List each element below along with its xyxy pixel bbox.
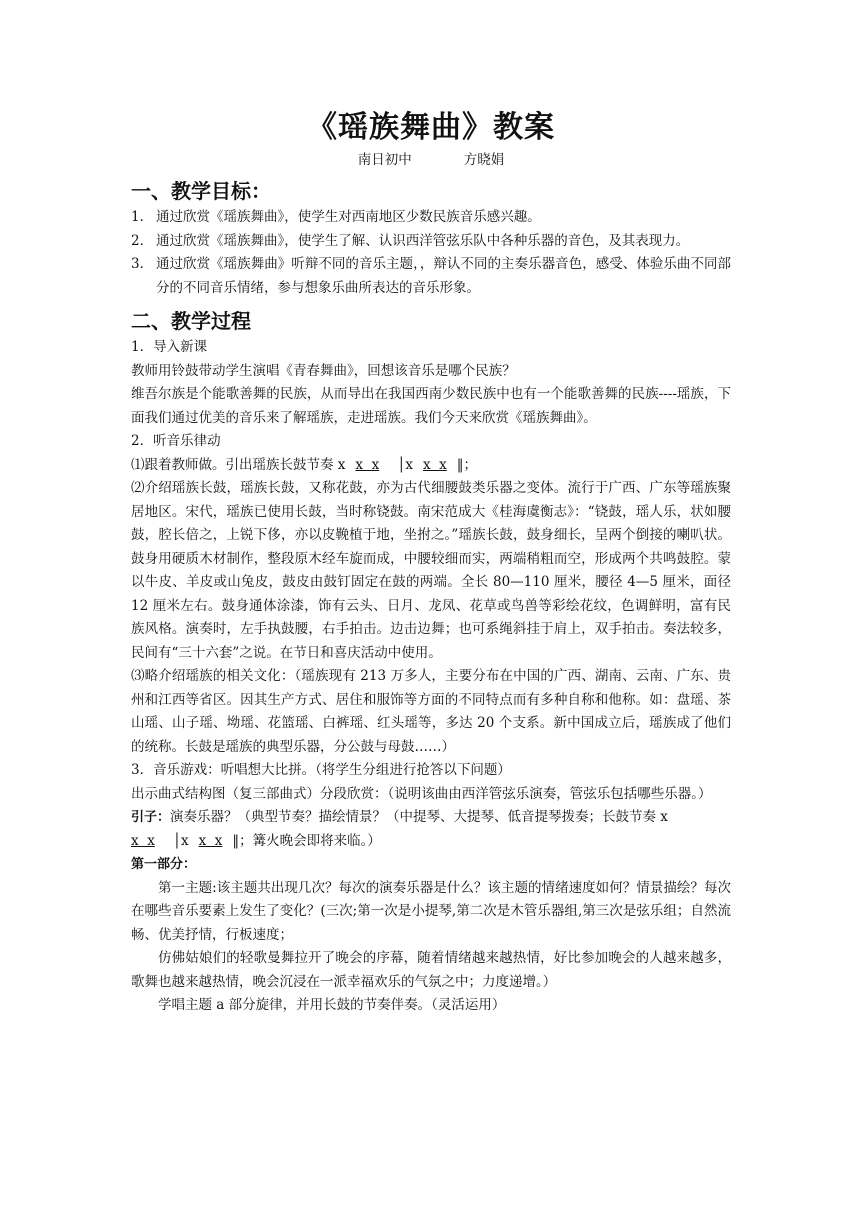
rhythm-notes-a: x x xyxy=(355,456,380,473)
rhythm-lead-text: ⑴跟着教师做。引出瑶族长鼓节奏 x xyxy=(131,456,346,473)
intro-rhythm-end: ‖；篝火晚会即将来临。） xyxy=(232,832,381,849)
author-school: 南日初中 xyxy=(357,152,412,168)
list-item-number: 2． xyxy=(131,232,154,249)
author-name: 方晓娟 xyxy=(463,152,505,168)
intro-paragraph xyxy=(131,806,731,853)
intro-rhythm-a: x x xyxy=(131,832,155,849)
step2-paragraph-culture: ⑶略介绍瑶族的相关文化：（瑶族现有 213 万多人，主要分布在中国的广西、湖南、云南、广东、贵州和江西等省区。因其生产方式、居住和服饰等方面的不同特点而有多种自称和他称。如：盘瑶、茶山瑶、山子瑶、坳瑶、花篮瑶、白裤瑶、红头瑶等，多达 20 个支系。新中国成立后，瑶族成了他们的统称。长鼓是瑶族的典型乐器，分公鼓与母鼓……） xyxy=(131,668,731,755)
list-item-number: 1． xyxy=(131,209,154,225)
document-title: 《瑶族舞曲》教案 xyxy=(307,110,555,145)
rhythm-barline: │x xyxy=(397,456,413,473)
step1-title: 1．导入新课 xyxy=(131,339,208,355)
list-item-text: 通过欣赏《瑶族舞曲》，使学生对西南地区少数民族音乐感兴趣。 xyxy=(156,209,541,225)
list-item xyxy=(131,253,731,300)
intro-label: 引子： xyxy=(131,810,171,825)
step2-paragraph-drum: ⑵介绍瑶族长鼓，瑶族长鼓，又称花鼓，亦为古代细腰鼓类乐器之变体。流行于广西、广东等瑶族聚居地区。宋代，瑶族已使用长鼓，当时称铙鼓。南宋范成大《桂海虞衡志》：“铙鼓，瑶人乐，状如腰鼓，腔长倍之，上锐下侈，亦以皮鞔植于地，坐拊之。”瑶族长鼓，鼓身细长，呈两个倒接的喇叭状。鼓身用硬质木材制作，整段原木经车旋而成，中腰较细而实，两端稍粗而空，形成两个共鸣鼓腔。蒙以牛皮、羊皮或山兔皮，鼓皮由鼓钉固定在鼓的两端。全长 80—110 厘米，腰径 4—5 厘米，面径 12 厘米左右。鼓身通体涂漆，饰有云头、日月、龙凤、花草或鸟兽等彩绘花纹，色调鲜明，富有民族风格。演奏时，左手执鼓腰，右手拍击。边击边舞；也可系绳斜挂于肩上，双手拍击。奏法较多，民间有“三十六套”之说。在节日和喜庆活动中使用。 xyxy=(131,480,731,661)
author-line xyxy=(131,150,731,170)
section-heading-process: 二、教学过程 xyxy=(131,309,251,333)
part1-paragraph-2: 仿佛姑娘们的轻歌曼舞拉开了晚会的序幕，随着情绪越来越热情，好比参加晚会的人越来越多，歌舞也越来越热情，晚会沉浸在一派幸福欢乐的气氛之中；力度递增。） xyxy=(131,950,731,990)
part1-paragraph-3: 学唱主题 a 部分旋律，并用长鼓的节奏伴奏。（灵活运用） xyxy=(158,997,506,1013)
list-item xyxy=(131,230,731,254)
rhythm-notes-b: x x xyxy=(422,456,447,473)
step3-paragraph: 出示曲式结构图（复三部曲式）分段欣赏：（说明该曲由西洋管弦乐演奏，管弦乐包括哪些乐器。） xyxy=(131,785,712,802)
step3-title: 3．音乐游戏：听唱想大比拼。（将学生分组进行抢答以下问题） xyxy=(131,762,511,778)
list-item xyxy=(131,206,731,230)
intro-rhythm-b: x x xyxy=(198,832,223,849)
intro-text: 演奏乐器？（典型节奏？描绘情景？（中提琴、大提琴、低音提琴拨奏；长鼓节奏 x xyxy=(170,809,668,825)
section-heading-objectives: 一、教学目标： xyxy=(131,179,271,203)
step2-title: 2．听音乐律动 xyxy=(131,433,221,449)
intro-rhythm-barline: │x xyxy=(172,832,189,849)
part1-label: 第一部分： xyxy=(131,857,197,872)
list-item-text: 通过欣赏《瑶族舞曲》听辩不同的音乐主题，，辩认不同的主奏乐器音色，感受、体验乐曲不同部分的不同音乐情绪，参与想象乐曲所表达的音乐形象。 xyxy=(156,256,731,296)
step1-paragraph-1: 教师用铃鼓带动学生演唱《青春舞曲》，回想该音乐是哪个民族？ xyxy=(131,362,516,379)
part1-paragraph-1: 第一主题:该主题共出现几次？每次的演奏乐器是什么？该主题的情绪速度如何？情景描绘？每次在哪些音乐要素上发生了变化？(三次;第一次是小提琴,第二次是木管乐器组,第三次是弦乐组；自然流畅、优美抒情，行板速度； xyxy=(131,879,731,943)
objectives-list xyxy=(131,206,731,300)
document-page xyxy=(131,108,731,1018)
list-item-number: 3． xyxy=(131,256,154,272)
list-item-text: 通过欣赏《瑶族舞曲》，使学生了解、认识西洋管弦乐队中各种乐器的音色，及其表现力。 xyxy=(156,232,690,249)
rhythm-end: ‖； xyxy=(456,456,478,473)
step2-rhythm-line xyxy=(131,454,731,478)
step1-paragraph-2: 维吾尔族是个能歌善舞的民族，从而导出在我国西南少数民族中也有一个能歌善舞的民族----瑶族，下面我们通过优美的音乐来了解瑶族，走进瑶族。我们今天来欣赏《瑶族舞曲》。 xyxy=(131,386,731,426)
